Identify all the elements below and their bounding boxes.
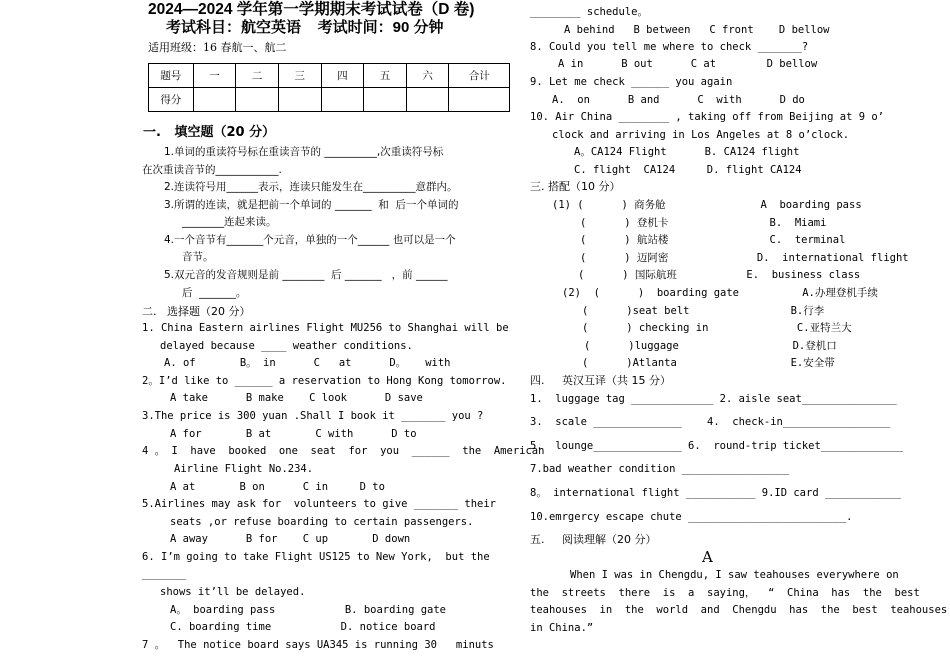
question-options: A. on B and C with D do: [552, 94, 805, 106]
score-cell[interactable]: [278, 88, 321, 112]
matching-line: ( )seat belt B.行李: [582, 305, 825, 317]
exam-subtitle: 考试科目：航空英语 考试时间：90 分钟: [166, 19, 444, 36]
passage-line: teahouses in the world and Chengdu has the best teahouses: [530, 604, 948, 616]
question-options: A behind B between C front D bellow: [564, 24, 830, 36]
matching-line: (1) ( ) 商务舱 A boarding pass: [552, 199, 862, 211]
question-line: 8. Could you tell me where to check _______?: [530, 41, 809, 53]
question-line: seats ,or refuse boarding to certain passengers.: [170, 516, 474, 528]
question-line: 3.The price is 300 yuan .Shall I book it _______ you ?: [142, 410, 484, 422]
question-options: A for B at C with D to: [170, 428, 417, 440]
score-table-header-row: [149, 64, 510, 88]
question-line: Airline Flight No.234.: [174, 463, 314, 475]
question-line: 2。I’d like to ______ a reservation to Hong Kong tomorrow.: [142, 375, 507, 387]
translation-line: 7.bad weather condition _________________: [530, 463, 790, 475]
section1-line: 2.连读符号用______表示，连读只能发生在__________意群内。: [164, 181, 458, 193]
question-line: 4 。 I have booked one seat for you ______ the American: [142, 445, 545, 457]
matching-line: ( ) 登机卡 B. Miami: [580, 217, 827, 229]
section1-line: 音节。: [182, 251, 214, 263]
score-cell[interactable]: [236, 88, 279, 112]
section1-line: 1.单词的重读符号标在重读音节的 __________,次重读符号标: [164, 146, 444, 158]
score-header-cell: 一: [193, 64, 236, 88]
score-cell[interactable]: [321, 88, 364, 112]
score-cell[interactable]: [364, 88, 407, 112]
matching-line: ( ) 国际航班 E. business class: [578, 269, 861, 281]
score-cell[interactable]: [406, 88, 449, 112]
question-options: A. of B。 in C at D。 with: [164, 357, 451, 369]
question-line: shows it’ll be delayed.: [160, 586, 306, 598]
section5-title: 五. 阅读理解（20 分）: [530, 533, 657, 546]
question-line: 5.Airlines may ask for volunteers to give _______ their: [142, 498, 497, 510]
score-cell[interactable]: [193, 88, 236, 112]
score-header-cell: 四: [321, 64, 364, 88]
applicable-classes: 适用班级：16 春航一、航二: [148, 41, 287, 54]
question-line: 10. Air China ________ , taking off from Beijing at 9 o’: [530, 111, 885, 123]
passage-line: the streets there is a saying， “ China has the best: [530, 587, 920, 599]
question-line: ________ schedule。: [530, 6, 648, 18]
question-line: _______: [142, 568, 187, 580]
question-options: A in B out C at D bellow: [558, 58, 818, 70]
question-line: 6. I’m going to take Flight US125 to New York, but the: [142, 551, 490, 563]
question-options: C. boarding time D. notice board: [170, 621, 436, 633]
matching-line: ( ) checking in C.亚特兰大: [582, 322, 852, 334]
section1-line: 4.一个音节有_______个元音，单独的一个______ 也可以是一个: [164, 234, 456, 246]
question-line: clock and arriving in Los Angeles at 8 o’clock.: [552, 129, 850, 141]
score-header-cell: 三: [278, 64, 321, 88]
matching-line: ( ) 迈阿密 D. international flight: [580, 252, 909, 264]
score-header-cell: 题号: [149, 64, 194, 88]
section1-line: 后 _______。: [182, 287, 247, 299]
question-options: A。 boarding pass B. boarding gate: [170, 604, 447, 616]
question-line: 7 。 The notice board says UA345 is running 30 minuts: [142, 639, 494, 651]
exam-title: 2024—2024 学年第一学期期末考试试卷（D 卷): [148, 1, 475, 18]
score-cell[interactable]: [449, 88, 510, 112]
question-line: delayed because ____ weather conditions.: [160, 340, 413, 352]
section4-title: 四. 英汉互译（共 15 分）: [530, 374, 671, 387]
translation-line: 5. lounge______________ 6. round-trip ticket_____________: [530, 440, 903, 452]
score-row-label: 得分: [149, 88, 194, 112]
passage-label: A: [702, 548, 713, 566]
translation-line: 1. luggage tag _____________ 2. aisle seat_______________: [530, 393, 897, 405]
score-header-cell: 五: [364, 64, 407, 88]
score-header-cell: 合计: [449, 64, 510, 88]
matching-line: ( )Atlanta E.安全带: [582, 357, 835, 369]
translation-line: 10.emrgercy escape chute _________________________.: [530, 511, 853, 523]
question-line: 9. Let me check ______ you again: [530, 76, 733, 88]
section1-title: 一. 填空题（20 分）: [143, 125, 276, 140]
question-options: A away B for C up D down: [170, 533, 411, 545]
score-table: [148, 63, 510, 112]
translation-line: 8。 international flight ___________ 9.ID card ____________: [530, 487, 901, 499]
section1-line: 在次重读音节的____________.: [142, 164, 282, 176]
section1-line: ________连起来读。: [182, 216, 277, 228]
question-options: A take B make C look D save: [170, 392, 423, 404]
section3-title: 三. 搭配（10 分）: [530, 180, 621, 193]
question-line: 1. China Eastern airlines Flight MU256 to Shanghai will be: [142, 322, 509, 334]
section1-line: 5.双元音的发音规则是前 ________ 后 _______ ，前 ______: [164, 269, 448, 281]
score-header-cell: 六: [406, 64, 449, 88]
matching-line: ( )luggage D.登机口: [584, 340, 837, 352]
question-options: A at B on C in D to: [170, 481, 385, 493]
section2-title: 二. 选择题（20 分）: [142, 305, 251, 318]
matching-line: (2) ( ) boarding gate A.办理登机手续: [562, 287, 878, 299]
passage-line: in China.”: [530, 622, 594, 634]
score-header-cell: 二: [236, 64, 279, 88]
question-options: C. flight CA124 D. flight CA124: [574, 164, 802, 176]
score-table-score-row: [149, 88, 510, 112]
question-options: A。CA124 Flight B. CA124 flight: [574, 146, 800, 158]
section1-line: 3.所谓的连读，就是把前一个单词的 _______ 和 后一个单词的: [164, 199, 459, 211]
translation-line: 3. scale ______________ 4. check-in_________________: [530, 416, 891, 428]
passage-line: When I was in Chengdu, I saw teahouses everywhere on: [570, 569, 899, 581]
matching-line: ( ) 航站楼 C. terminal: [580, 234, 846, 246]
